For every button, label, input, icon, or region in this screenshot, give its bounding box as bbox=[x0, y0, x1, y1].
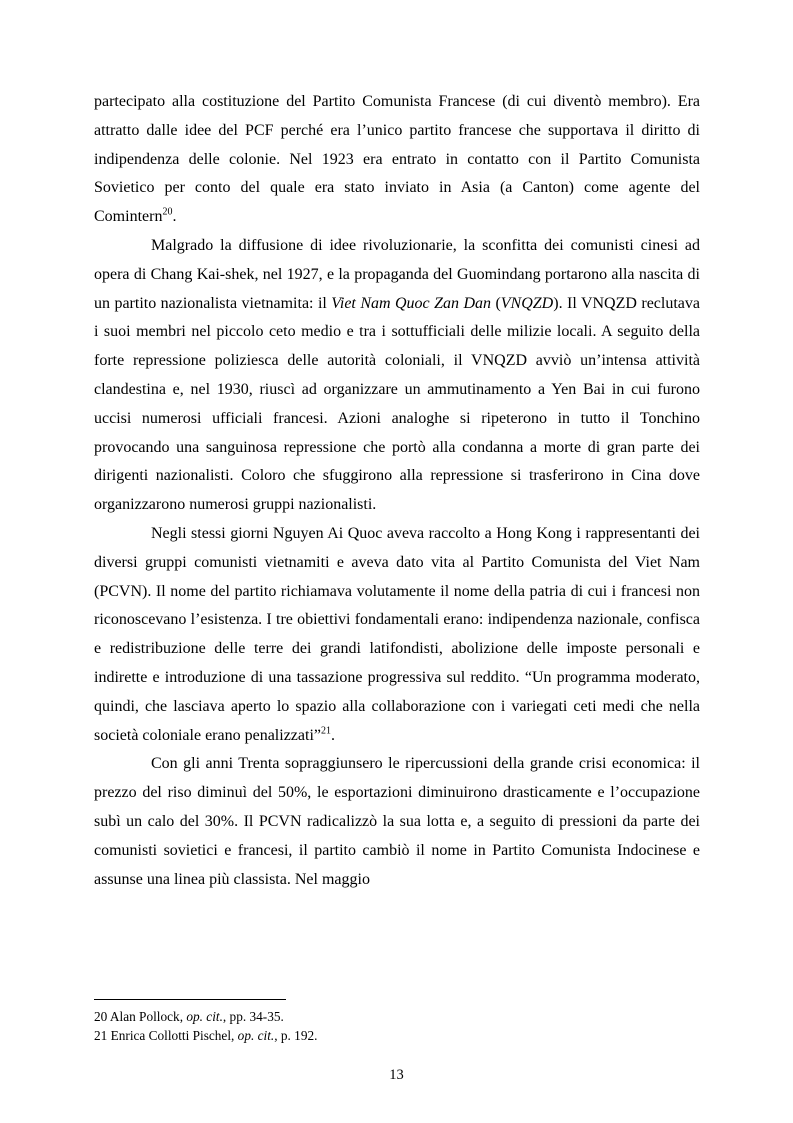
italic-party-name: Viet Nam Quoc Zan Dan bbox=[331, 294, 491, 312]
footnote-21: 21 Enrica Collotti Pischel, op. cit., p. 192. bbox=[94, 1028, 318, 1043]
footnotes bbox=[94, 1007, 700, 1045]
paragraph-2: Malgrado la diffusione di idee rivoluzionarie, la sconfitta dei comunisti cinesi ad opera di Chang Kai-shek, nel 1927, e la propaganda del Guomindang portarono alla nascita di un partito nazionalista vietnamita: il Viet Nam Quoc Zan Dan (VNQZD). Il VNQZD reclutava i suoi membri nel piccolo ceto medio e tra i sottufficiali delle milizie locali. A seguito della forte repressione poliziesca delle autorità coloniali, il VNQZD avviò un’intensa attività clandestina e, nel 1930, riuscì ad organizzare un ammutinamento a Yen Bai in cui furono uccisi numerosi ufficiali francesi. Azioni analoghe si ripeterono in tutto il Tonchino provocando una sanguinosa repressione che portò alla condanna a morte di gran parte dei dirigenti nazionalisti. Coloro che sfuggirono alla repressione si trasferirono in Cina dove organizzarono numerosi gruppi nazionalisti. bbox=[94, 236, 701, 514]
footnote-divider bbox=[94, 999, 286, 1000]
footnote-ref-21: 21 bbox=[320, 725, 331, 737]
footnote-20: 20 Alan Pollock, op. cit., pp. 34-35. bbox=[94, 1009, 284, 1024]
page-body bbox=[94, 88, 700, 894]
paragraph-1: partecipato alla costituzione del Partito Comunista Francese (di cui diventò membro). Era attratto dalle idee del PCF perché era l’unico partito francese che supportava il diritto di indipendenza delle colonie. Nel 1923 era entrato in contatto con il Partito Comunista Sovietico per conto del quale era stato inviato in Asia (a Canton) come agente del Comintern$^{20}$. bbox=[94, 93, 700, 226]
italic-party-acronym: VNQZD bbox=[500, 294, 554, 312]
paragraph-3: Negli stessi giorni Nguyen Ai Quoc aveva raccolto a Hong Kong i rappresentanti dei diversi gruppi comunisti vietnamiti e aveva dato vita al Partito Comunista del Viet Nam (PCVN). Il nome del partito richiamava volutamente il nome della patria di cui i francesi non riconoscevano l’esistenza. I tre obiettivi fondamentali erano: indipendenza nazionale, confisca e redistribuzione delle terre dei grandi latifondisti, abolizione delle imposte personali e indirette e introduzione di una tassazione progressiva sul reddito. “Un programma moderato, quindi, che lasciava aperto lo spazio alla collaborazione con i variegati ceti medi che nella società coloniale erano penalizzati”$^{21}$. bbox=[94, 524, 700, 744]
footnote-ref-20: 20 bbox=[162, 206, 173, 218]
page-number: 13 bbox=[389, 1067, 404, 1083]
paragraph-4: Con gli anni Trenta sopraggiunsero le ripercussioni della grande crisi economica: il prezzo del riso diminuì del 50%, le esportazioni diminuirono drasticamente e l’occupazione subì un calo del 30%. Il PCVN radicalizzò la sua lotta e, a seguito di pressioni da parte dei comunisti sovietici e francesi, il partito cambiò il nome in Partito Comunista Indocinese e assunse una linea più classista. Nel maggio bbox=[94, 755, 700, 888]
